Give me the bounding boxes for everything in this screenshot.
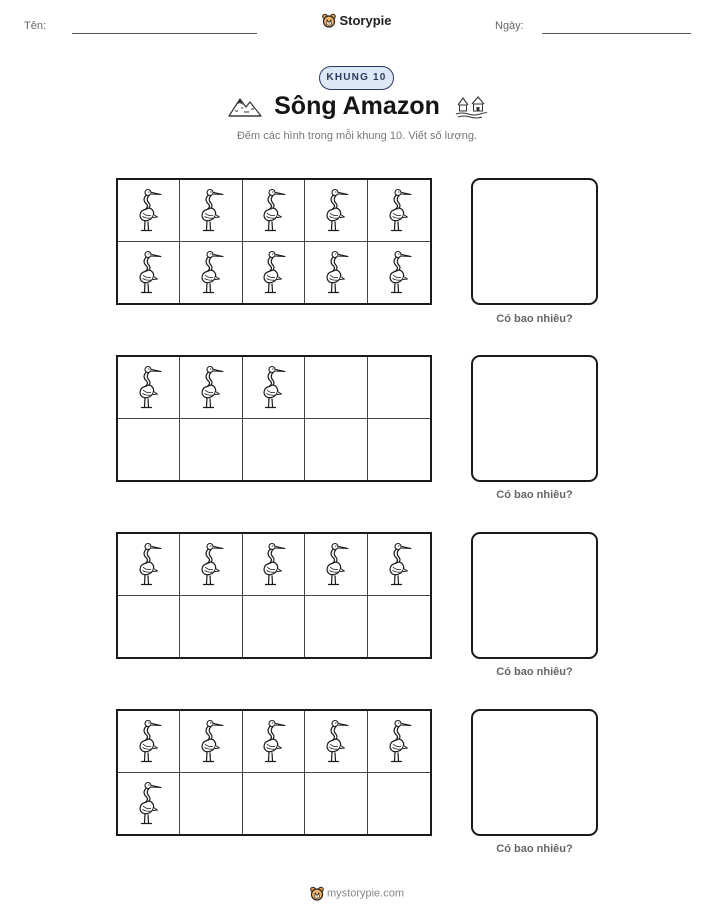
frame-cell [118, 534, 180, 596]
worksheet-badge: KHUNG 10 [319, 66, 394, 90]
heron-icon [134, 364, 164, 410]
frame-cell [118, 242, 180, 304]
ten-frame-4 [116, 709, 432, 836]
frame-cell [368, 596, 430, 658]
answer-question-1: Có bao nhiêu? [496, 313, 573, 325]
heron-icon [196, 541, 226, 587]
name-line[interactable] [72, 33, 257, 34]
heron-icon [384, 541, 414, 587]
storypie-logo-icon [322, 13, 336, 28]
frame-cell [243, 534, 305, 596]
heron-icon [196, 249, 226, 295]
frame-cell [243, 242, 305, 304]
heron-icon [258, 541, 288, 587]
frame-cell [180, 180, 242, 242]
heron-icon [321, 187, 351, 233]
heron-icon [258, 187, 288, 233]
frame-cell [305, 773, 367, 835]
frame-cell [368, 242, 430, 304]
frame-cell [368, 180, 430, 242]
heron-icon [134, 780, 164, 826]
storypie-logo-icon [310, 886, 324, 901]
page-title: Sông Amazon [274, 92, 440, 120]
frame-cell [180, 773, 242, 835]
frame-cell [180, 534, 242, 596]
frame-cell [243, 357, 305, 419]
frame-cell [118, 596, 180, 658]
frame-cell [305, 596, 367, 658]
footer-url: mystorypie.com [326, 887, 405, 900]
heron-icon [384, 187, 414, 233]
frame-cell [243, 773, 305, 835]
frame-cell [243, 711, 305, 773]
heron-icon [321, 718, 351, 764]
ten-frame-1 [116, 178, 432, 305]
frame-cell [368, 773, 430, 835]
answer-box-2[interactable] [471, 355, 598, 482]
frame-cell [368, 357, 430, 419]
heron-icon [384, 718, 414, 764]
heron-icon [258, 364, 288, 410]
frame-cell [118, 711, 180, 773]
answer-question-3: Có bao nhiêu? [496, 666, 573, 678]
heron-icon [258, 249, 288, 295]
frame-cell [305, 534, 367, 596]
frame-cell [305, 357, 367, 419]
ten-frame-3 [116, 532, 432, 659]
heron-icon [258, 718, 288, 764]
brand-name: Storypie [339, 13, 392, 29]
frame-cell [118, 357, 180, 419]
frame-cell [305, 711, 367, 773]
frame-cell [243, 596, 305, 658]
answer-question-4: Có bao nhiêu? [496, 843, 573, 855]
frame-cell [118, 419, 180, 481]
name-label: Tên: [24, 20, 47, 32]
frame-cell [180, 357, 242, 419]
answer-box-1[interactable] [471, 178, 598, 305]
heron-icon [134, 187, 164, 233]
frame-cell [368, 711, 430, 773]
frame-cell [243, 180, 305, 242]
heron-icon [196, 718, 226, 764]
frame-cell [180, 419, 242, 481]
frame-cell [180, 242, 242, 304]
frame-cell [368, 534, 430, 596]
frame-cell [180, 711, 242, 773]
frame-cell [305, 242, 367, 304]
frame-cell [118, 773, 180, 835]
frame-cell [180, 596, 242, 658]
instructions: Đếm các hình trong mỗi khung 10. Viết số lượng. [236, 130, 477, 142]
answer-box-3[interactable] [471, 532, 598, 659]
footer [0, 886, 714, 901]
date-label: Ngày: [495, 20, 524, 32]
heron-icon [196, 364, 226, 410]
ten-frame-2 [116, 355, 432, 482]
heron-icon [134, 718, 164, 764]
answer-question-2: Có bao nhiêu? [496, 489, 573, 501]
date-line[interactable] [542, 33, 691, 34]
answer-box-4[interactable] [471, 709, 598, 836]
village-icon [454, 93, 488, 119]
heron-icon [321, 249, 351, 295]
frame-cell [305, 419, 367, 481]
heron-icon [384, 249, 414, 295]
heron-icon [134, 541, 164, 587]
frame-cell [243, 419, 305, 481]
heron-icon [321, 541, 351, 587]
heron-icon [134, 249, 164, 295]
frame-cell [368, 419, 430, 481]
frame-cell [305, 180, 367, 242]
brand [0, 12, 714, 28]
heron-icon [196, 187, 226, 233]
frame-cell [118, 180, 180, 242]
